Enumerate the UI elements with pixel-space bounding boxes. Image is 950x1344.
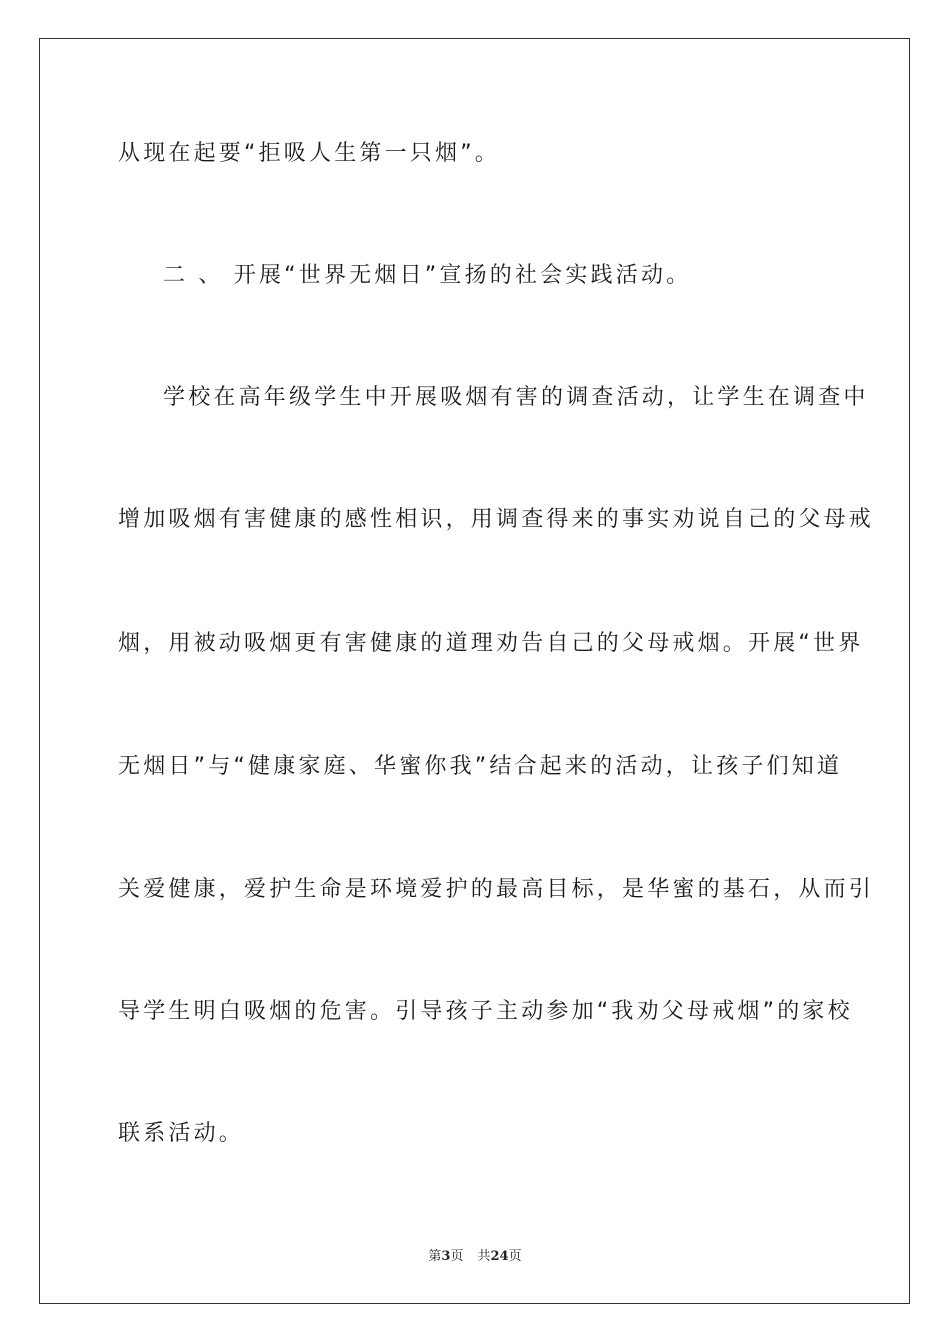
paragraph-line: 从现在起要“拒吸人生第一只烟”。 [118, 141, 500, 166]
paragraph-line: 学校在高年级学生中开展吸烟有害的调查活动，让学生在调查中 [163, 385, 869, 410]
paragraph-line: 导学生明白吸烟的危害。引导孩子主动参加“我劝父母戒烟”的家校 [118, 999, 853, 1024]
page-footer [0, 1248, 950, 1266]
paragraph-line: 烟，用被动吸烟更有害健康的道理劝告自己的父母戒烟。开展“世界 [118, 631, 864, 656]
total-pages: 24 [490, 1249, 509, 1264]
paragraph-line: 无烟日”与“健康家庭、华蜜你我”结合起来的活动，让孩子们知道 [118, 754, 843, 779]
page-frame [39, 38, 910, 1304]
page-prefix: 第 [428, 1249, 442, 1264]
section-heading: 二 、 开展“世界无烟日”宣扬的社会实践活动。 [163, 263, 692, 288]
paragraph-line: 联系活动。 [118, 1121, 245, 1146]
total-suffix: 页 [508, 1249, 522, 1264]
total-prefix: 共 [477, 1249, 491, 1264]
paragraph-line: 关爱健康，爱护生命是环境爱护的最高目标，是华蜜的基石，从而引 [118, 877, 875, 902]
page-suffix: 页 [450, 1249, 464, 1264]
page-number: 3 [441, 1249, 451, 1264]
paragraph-line: 增加吸烟有害健康的感性相识，用调查得来的事实劝说自己的父母戒 [118, 507, 875, 532]
